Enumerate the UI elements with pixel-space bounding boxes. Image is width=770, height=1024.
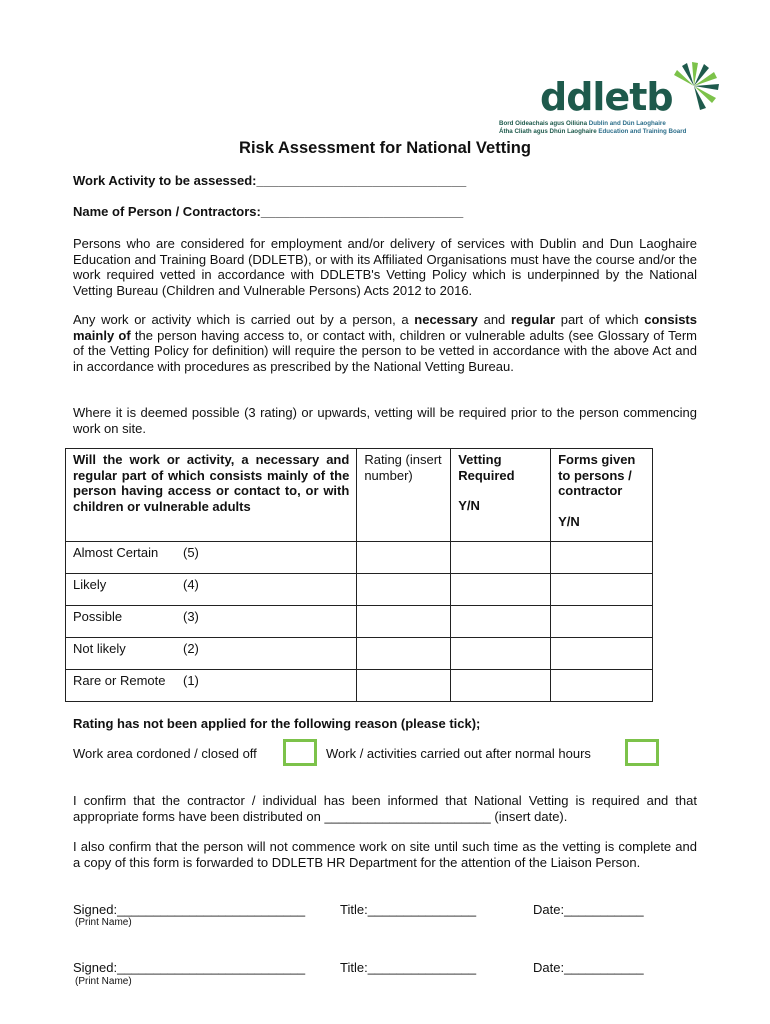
header-vetting-required [451,449,551,542]
table-header-row [66,449,653,542]
ddletb-logo-swirl-icon [664,58,724,114]
definition-bold-necessary: necessary [414,312,478,327]
reason-option-cordoned-label: Work area cordoned / closed off [73,746,257,761]
date-field-2[interactable]: Date:___________ [533,960,644,975]
definition-text-4: the person having access to, or contact with, children or vulnerable adults (see Glossary of Term of the Vetting Policy for definition) will require the person to be vetted in accordance with the above Act and in accordance with procedures as prescribed by the National Vetting Bureau. [73,327,697,374]
person-name-field[interactable]: Name of Person / Contractors:____________________________ [73,204,464,219]
rating-cell[interactable] [357,542,451,574]
signed-field-1[interactable]: Signed:__________________________ [73,902,306,917]
title-field-2[interactable]: Title:_______________ [340,960,477,975]
forms-cell[interactable] [551,670,653,702]
table-row [66,638,653,670]
row-label [66,574,357,606]
forms-cell[interactable] [551,606,653,638]
print-name-label-2: (Print Name) [75,976,132,987]
risk-rating-table [65,448,653,702]
definition-text-3: part of which [555,312,645,327]
ddletb-logo-wordmark: ddletb [540,75,673,119]
after-hours-checkbox[interactable] [625,739,659,766]
header-forms-given [551,449,653,542]
intro-paragraph: Persons who are considered for employment and/or delivery of services with Dublin and Dun Laoghaire Education and Training Board (DDLETB), or with its Affiliated Organisations must have the course and/or the work required vetted in accordance with DDLETB's Vetting Policy which is underpinned by the National Vetting Bureau (Children and Vulnerable Persons) Acts 2012 to 2016. [73,236,697,298]
header-forms-yn: Y/N [558,513,580,529]
logo-irish-line2: Átha Cliath agus Dhún Laoghaire [499,128,597,135]
vetting-cell[interactable] [451,542,551,574]
confirm-vetting-paragraph: I also confirm that the person will not commence work on site until such time as the vetting is complete and a copy of this form is forwarded to DDLETB HR Department for the attention of the Liaison Person. [73,839,697,870]
header-vetting-yn: Y/N [458,498,480,514]
rating-note-paragraph: Where it is deemed possible (3 rating) or upwards, vetting will be required prior to the person commencing work on site. [73,405,697,436]
header-forms-label: Forms given to persons / contractor [558,452,636,499]
table-row [66,606,653,638]
forms-cell[interactable] [551,638,653,670]
header-vetting-label: Vetting Required [458,452,515,483]
reason-option-after-hours-label: Work / activities carried out after normal hours [326,746,591,761]
row-label [66,542,357,574]
table-row [66,542,653,574]
rating-cell[interactable] [357,670,451,702]
table-row [66,670,653,702]
row-label [66,670,357,702]
page-title: Risk Assessment for National Vetting [239,139,531,157]
header-work-activity: Will the work or activity, a necessary and regular part of which consists mainly of the person having access or contact to, or with children or vulnerable adults [66,449,357,542]
reason-heading: Rating has not been applied for the following reason (please tick); [73,716,481,731]
definition-text-2: and [477,312,511,327]
header-rating: Rating (insert number) [357,449,451,542]
row-level: Rare or Remote [73,673,166,688]
date-field-1[interactable]: Date:___________ [533,902,644,917]
work-activity-field[interactable]: Work Activity to be assessed:_____________________________ [73,173,467,188]
row-label [66,638,357,670]
definition-bold-consists: consists mainly of [73,312,697,343]
logo-english-line2: Education and Training Board [598,128,687,135]
row-score: (1) [183,673,199,688]
row-score: (2) [183,641,199,656]
vetting-cell[interactable] [451,638,551,670]
row-level: Not likely [73,641,126,656]
row-score: (5) [183,545,199,560]
row-label [66,606,357,638]
rating-cell[interactable] [357,638,451,670]
confirm-forms-paragraph: I confirm that the contractor / individual has been informed that National Vetting is required and that appropriate forms have been distributed on _______________________ (insert date). [73,793,697,824]
cordoned-checkbox[interactable] [283,739,317,766]
print-name-label-1: (Print Name) [75,917,132,928]
title-field-1[interactable]: Title:_______________ [340,902,477,917]
vetting-cell[interactable] [451,606,551,638]
vetting-cell[interactable] [451,574,551,606]
vetting-cell[interactable] [451,670,551,702]
row-level: Almost Certain [73,545,159,560]
definition-text-1: Any work or activity which is carried out by a person, a [73,312,415,327]
row-score: (3) [183,609,199,624]
row-level: Possible [73,609,123,624]
signed-field-2[interactable]: Signed:__________________________ [73,960,306,975]
rating-cell[interactable] [357,606,451,638]
forms-cell[interactable] [551,542,653,574]
definition-bold-regular: regular [510,312,556,327]
definition-paragraph [73,312,697,374]
table-row [66,574,653,606]
forms-cell[interactable] [551,574,653,606]
logo-english-line1: Dublin and Dún Laoghaire [588,120,666,127]
logo-subtitle-line2 [499,128,686,136]
logo-subtitle-line1 [499,120,666,128]
row-score: (4) [183,577,199,592]
logo-irish-line1: Bord Oideachais agus Oiliúna [499,120,588,127]
rating-cell[interactable] [357,574,451,606]
row-level: Likely [73,577,107,592]
